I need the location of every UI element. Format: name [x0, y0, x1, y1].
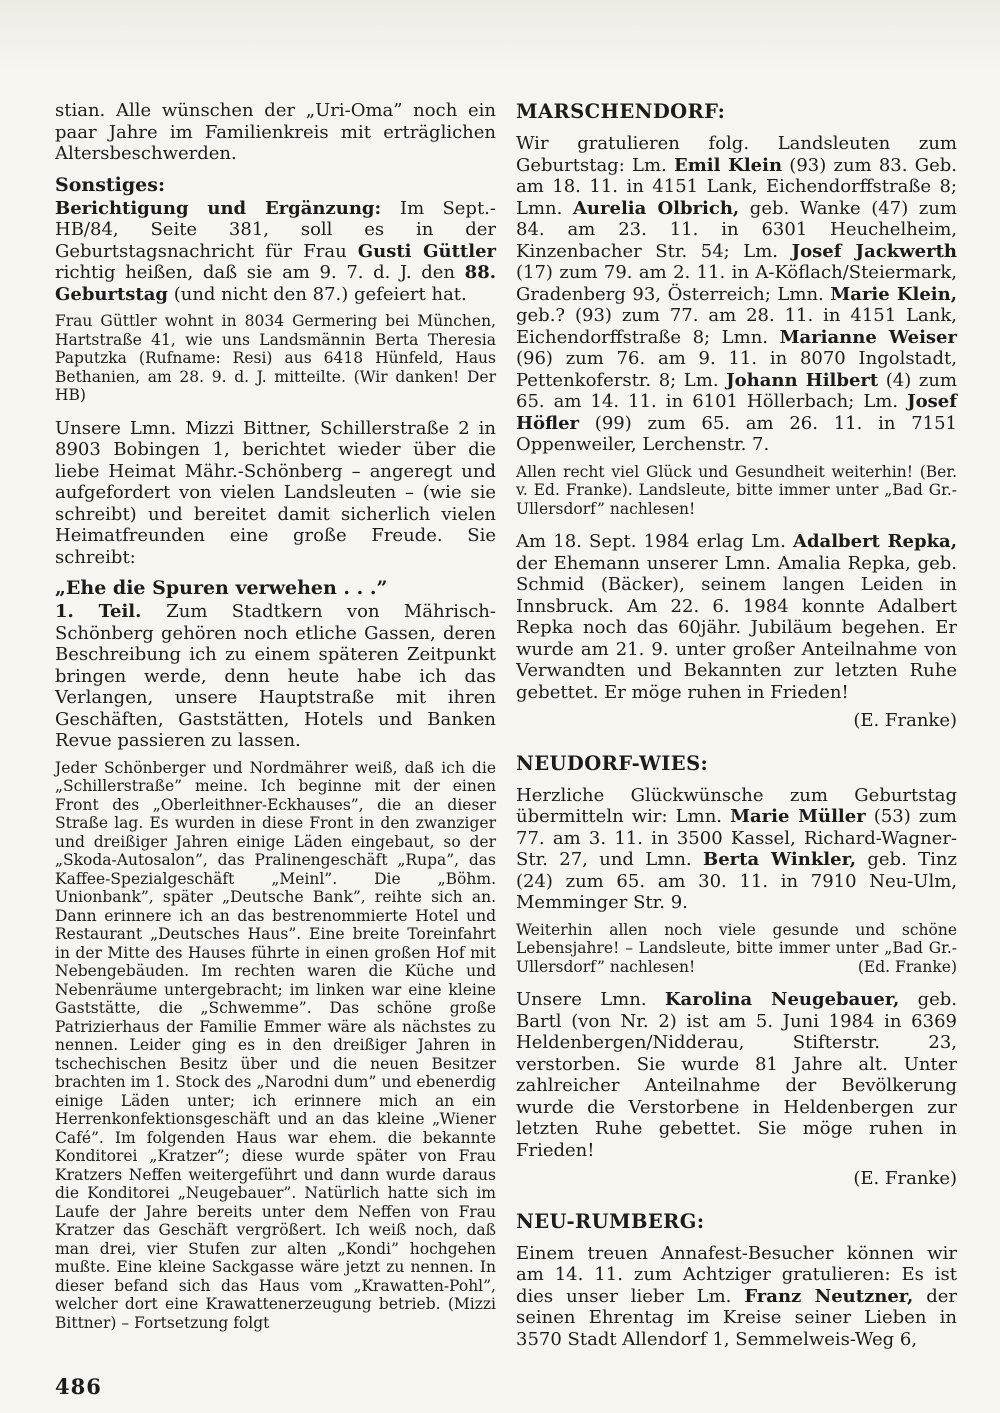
- section-heading-neu-rumberg: NEU-RUMBERG:: [516, 1209, 705, 1233]
- text-segment: Berichtigung und Ergänzung:: [55, 197, 400, 219]
- text-segment: Marie Müller: [730, 806, 866, 827]
- text-segment: richtig heißen, daß sie am 9. 7. d. J. den: [55, 262, 465, 283]
- correction-note: Frau Güttler wohnt in 8034 Germering bei München, Hartstraße 41, wie uns Landsmännin Berta Theresia Paputzka (Rufname: Resi) aus 6418 Hünfeld, Haus Bethanien, am 28. 9. d. J. mitteilte. (Wir danken! Der HB): [55, 312, 496, 404]
- story-lead-paragraph: [55, 601, 496, 752]
- text-segment: Marie Klein,: [830, 283, 957, 305]
- text-segment: (96) zum 76. am 9. 11. in 8070 Ingolstadt, Pettenkoferstr. 8; Lm.: [516, 348, 957, 391]
- story-body-paragraph: Jeder Schönberger und Nordmährer weiß, daß ich die „Schillerstraße” meine. Ich beginne mit der einen Front des „Oberleithner-Eckhauses”, die an dieser Straße lag. Es wurden in diese Front in den zwanziger und dreißiger Jahren einige Läden eingebaut, so der „Skoda-Autosalon”, das Pralinengeschäft „Rupa”, das Kaffee-Spezialgeschäft „Meinl”. Die „Böhm. Unionbank”, später „Deutsche Bank”, reihte sich an. Dann erinnere ich an das bestrenommierte Hotel und Restaurant „Deutsches Haus”. Eine breite Toreinfahrt in der Mitte des Hauses führte in einen großen Hof mit Nebengebäuden. Im rechten waren die Küche und Nebenräume untergebracht; im linken war eine kleine Gaststätte, die „Schwemme”. Das schöne große Patrizierhaus der Familie Emmer wäre als nächstes zu nennen. Leider ging es in den dreißiger Jahren in tschechischen Besitz über und die neuen Besitzer brachten im 1. Stock des „Narodni dum” und ebenerdig einige Läden unter; ich erinnere mich an ein Herrenkonfektionsgeschäft und an das kleine „Wiener Café”. Im folgenden Haus war ehem. die bekannte Konditorei „Kratzer”; diese wurde später von Frau Kratzers Neffen weitergeführt und dann wurde daraus die Konditorei „Neugebauer”. Natürlich hatte sich im Laufe der Jahre bereits unter dem Neffen von Frau Kratzer das Geschäft vergrößert. Ich weiß noch, daß man drei, vier Stufen zur alten „Kondi” hochgehen mußte. Eine kleine Sackgasse wäre jetzt zu nennen. In dieser befand sich das Haus vom „Krawatten-Pohl”, welcher dort eine Krawattenerzeugung betrieb. (Mizzi Bittner) – Fortsetzung folgt: [55, 758, 496, 1332]
- repka-obituary-signature: (E. Franke): [853, 710, 957, 731]
- text-segment: (93) zum 83. Geb. am 18. 11. in 4151 Lank, Eichendorffstraße 8; Lmn.: [516, 154, 957, 219]
- text-segment: (99) zum 65. am 26. 11. in 7151 Oppenweiler, Lerchenstr. 7.: [516, 412, 957, 455]
- text-segment: Wir gratulieren folg. Landsleuten zum Geburtstag: Lm.: [516, 133, 957, 176]
- text-segment: Berta Winkler,: [702, 849, 857, 870]
- text-segment: geb. Wanke (47) zum 84. am 23. 11. in 6301 Heuchelheim, Kinzenbacher Str. 54; Lm.: [516, 197, 957, 262]
- text-segment: Herzliche Glückwünsche zum Geburtstag übermitteln wir: Lmn.: [516, 784, 957, 827]
- text-segment: der Ehemann unserer Lmn. Amalia Repka, geb. Schmid (Bäcker), seinem langen Leiden in Innsbruck. Am 22. 6. 1984 konnte Adalbert Repka noch das 60jähr. Jubiläum begehen. Er wurde am 21. 9. unter großer Anteilnahme von Verwandten und Bekannten zur letzten Ruhe gebettet. Er möge ruhen in Frieden!: [516, 552, 957, 703]
- text-segment: Johann Hilbert: [726, 369, 879, 391]
- text-segment: geb.? (93) zum 77. am 28. 11. in 4151 Lank, Eichendorffstraße 8; Lmn.: [516, 305, 957, 348]
- neugebauer-obituary-signature: (E. Franke): [853, 1168, 957, 1189]
- page-number: 486: [55, 1374, 102, 1399]
- text-segment: Josef Jackwerth: [791, 240, 957, 262]
- text-segment: geb. Bartl (von Nr. 2) ist am 5. Juni 1984 in 6369 Heldenbergen/Nidderau, Stifterstr. 23, verstorben. Sie wurde 81 Jahre alt. Unter zahlreicher Anteilnahme der Bevölkerung wurde die Verstorbene in Heldenbergen zur letzten Ruhe gebettet. Sie möge ruhen in Frieden!: [516, 989, 958, 1161]
- marschendorf-note: Allen recht viel Glück und Gesundheit weiterhin! (Ber. v. Ed. Franke). Landsleute, bitte immer unter „Bad Gr.-Ullersdorf” nachlesen!: [516, 462, 957, 518]
- repka-obituary-paragraph: [516, 531, 957, 703]
- section-marschendorf: [516, 100, 957, 732]
- text-segment: Gusti Güttler: [357, 240, 497, 262]
- text-segment: Emil Klein: [673, 154, 783, 176]
- left-column: [55, 100, 496, 1399]
- text-segment: Einem treuen Annafest-Besucher können wir am 14. 11. zum Achtziger gratulieren: Es ist dies unser lieber Lm.: [516, 1242, 957, 1307]
- right-column: [516, 100, 957, 1399]
- text-segment: Franz Neutzner,: [744, 1285, 914, 1307]
- neugebauer-obituary-paragraph: [516, 989, 957, 1161]
- text-segment: (53) zum 77. am 3. 11. in 3500 Kassel, Richard-Wagner-Str. 27, und Lmn.: [516, 806, 957, 870]
- neudorf-wies-note: [516, 921, 957, 977]
- neudorf-wies-birthday-paragraph: [516, 785, 957, 914]
- text-segment: (und nicht den 87.) gefeiert hat.: [168, 283, 467, 305]
- text-segment: Zum Stadtkern von Mährisch-Schönberg gehören noch etliche Gassen, deren Beschreibung ich zu einem späteren Zeitpunkt bringen werde, denn heute habe ich das Verlangen, unsere Hauptstraße mit ihren Geschäften, Gaststätten, Hotels und Banken Revue passieren zu lassen.: [55, 601, 496, 751]
- neudorf-wies-note-text: Weiterhin allen noch viele gesunde und schöne Lebensjahre! – Landsleute, bitte immer unter „Bad Gr.-Ullersdorf” nachlesen!: [516, 920, 957, 976]
- text-segment: 1. Teil.: [55, 601, 167, 622]
- text-segment: (4) zum 65. am 14. 11. in 6101 Höllerbach; Lm.: [516, 369, 958, 412]
- text-segment: 88. Geburtstag: [55, 262, 496, 305]
- section-neu-rumberg: [516, 1210, 957, 1351]
- text-segment: Josef Höfler: [516, 391, 957, 434]
- section-heading-marschendorf: MARSCHENDORF:: [516, 100, 726, 123]
- story-title: „Ehe die Spuren verwehen . . .”: [55, 577, 388, 599]
- section-heading-neudorf-wies: NEUDORF-WIES:: [516, 751, 709, 775]
- continuation-paragraph: stian. Alle wünschen der „Uri-Oma” noch ein paar Jahre im Familienkreis mit erträglichen Altersbeschwerden.: [55, 100, 496, 164]
- marschendorf-birthday-paragraph: [516, 133, 957, 456]
- sonstiges-heading: Sonstiges:: [55, 173, 165, 196]
- bittner-intro-paragraph: Unsere Lmn. Mizzi Bittner, Schillerstraße 2 in 8903 Bobingen 1, berichtet wieder über die liebe Heimat Mähr.-Schönberg – angeregt und aufgefordert von vielen Landsleuten – (wie sie schreibt) und bereitet damit sicherlich vielen Heimatfreunden eine große Freude. Sie schreibt:: [55, 417, 496, 568]
- text-segment: Unsere Lmn.: [516, 989, 665, 1010]
- text-segment: Im Sept.-HB/84, Seite 381, soll es in der Geburtstagsnachricht für Frau: [55, 197, 496, 262]
- neudorf-wies-note-signature: (Ed. Franke): [857, 957, 957, 976]
- text-segment: Marianne Weiser: [779, 326, 957, 348]
- correction-paragraph: [55, 198, 496, 306]
- text-segment: Am 18. Sept. 1984 erlag Lm.: [516, 531, 793, 552]
- neutzner-birthday-paragraph: [516, 1243, 957, 1351]
- two-column-layout: [55, 100, 957, 1399]
- text-segment: Aurelia Olbrich,: [572, 197, 740, 219]
- text-segment: (17) zum 79. am 2. 11. in A-Köflach/Steiermark, Gradenberg 93, Österreich; Lmn.: [516, 262, 957, 305]
- text-segment: Karolina Neugebauer,: [664, 989, 900, 1010]
- text-segment: geb. Tinz (24) zum 65. am 30. 11. in 7910 Neu-Ulm, Memminger Str. 9.: [516, 849, 957, 913]
- text-segment: Adalbert Repka,: [792, 531, 957, 552]
- text-segment: der seinen Ehrentag im Kreise seiner Lieben in 3570 Stadt Allendorf 1, Semmelweis-Weg 6,: [516, 1285, 957, 1350]
- section-neudorf-wies: [516, 752, 957, 1190]
